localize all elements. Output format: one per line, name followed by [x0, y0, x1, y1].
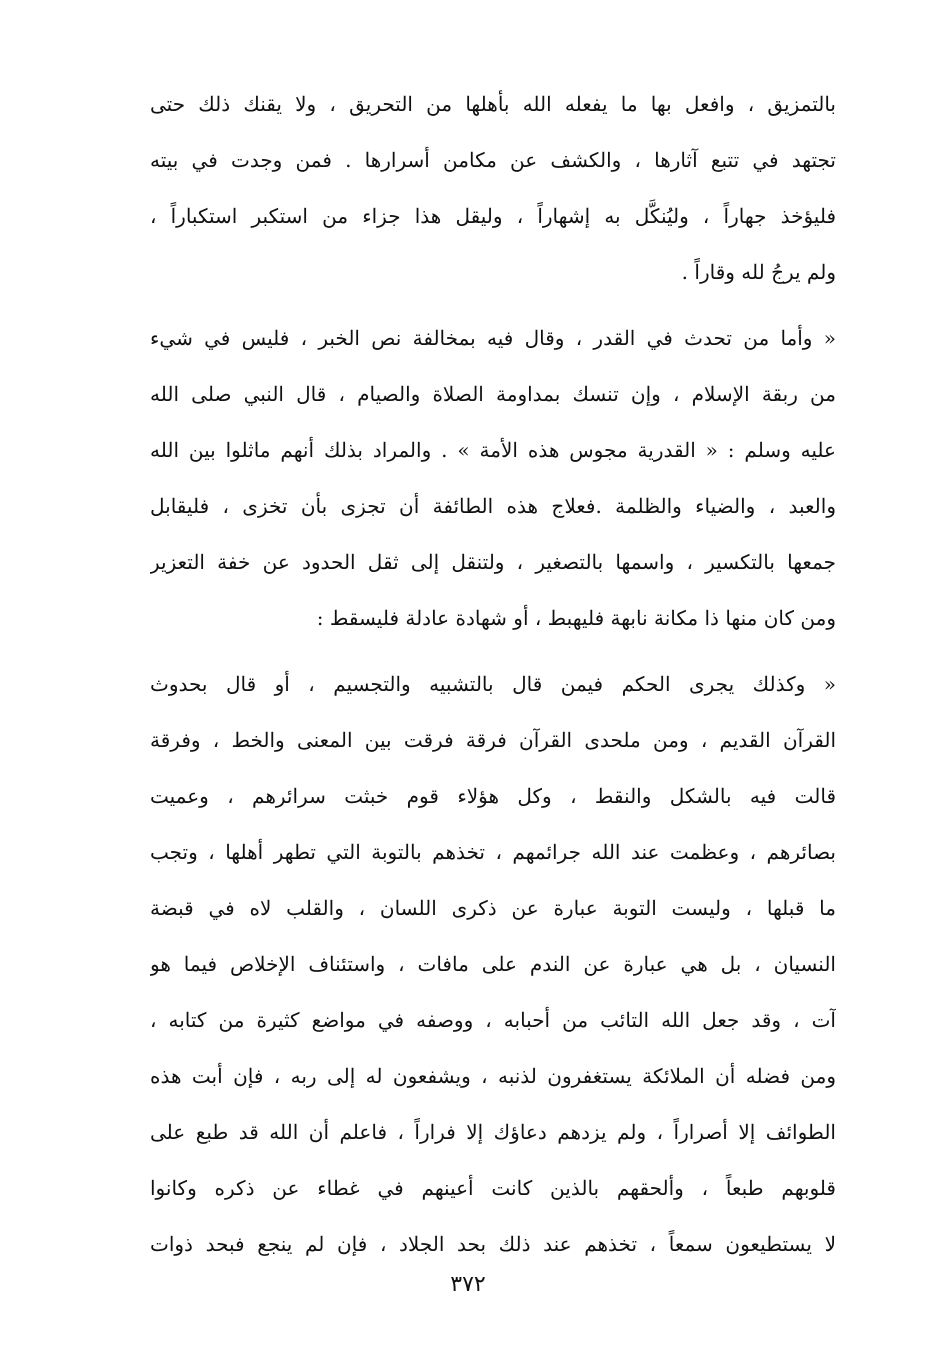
text-line: ولم يرجُ لله وقاراً .: [681, 260, 836, 284]
text-line: ومن فضله أن الملائكة يستغفرون لذنبه ، ويشفعون له إلى ربه ، فإن أبت هذه: [150, 1064, 836, 1088]
text-line: القرآن القديم ، ومن ملحدى القرآن فرقة فرقت بين المعنى والخط ، وفرقة: [150, 728, 836, 752]
paragraph-1: [150, 76, 836, 300]
text-line: لا يستطيعون سمعاً ، تخذهم عند ذلك بحد الجلاد ، فإن لم ينجع فبحد ذوات: [150, 1232, 836, 1256]
text-line: والعبد ، والضياء والظلمة .فعلاج هذه الطائفة أن تجزى بأن تخزى ، فليقابل: [150, 494, 836, 518]
text-line: من ربقة الإسلام ، وإن تنسك بمداومة الصلاة والصيام ، قال النبي صلى الله: [150, 382, 836, 406]
text-line: الطوائف إلا أصراراً ، ولم يزدهم دعاؤك إلا فراراً ، فاعلم أن الله قد طبع على: [150, 1120, 836, 1144]
text-line: ما قبلها ، وليست التوبة عبارة عن ذكرى اللسان ، والقلب لاه في قبضة: [150, 896, 836, 920]
text-line: النسيان ، بل هي عبارة عن الندم على مافات ، واستئناف الإخلاص فيما هو: [150, 952, 836, 976]
paragraph-2: [150, 310, 836, 646]
paragraph-3: [150, 656, 836, 1272]
text-line: « وأما من تحدث في القدر ، وقال فيه بمخالفة نص الخبر ، فليس في شيء: [150, 326, 836, 350]
text-line: قالت فيه بالشكل والنقط ، وكل هؤلاء قوم خبثت سرائرهم ، وعميت: [150, 784, 836, 808]
text-line: بصائرهم ، وعظمت عند الله جرائمهم ، تخذهم بالتوبة التي تطهر أهلها ، وتجب: [150, 840, 836, 864]
text-line: « وكذلك يجرى الحكم فيمن قال بالتشبيه والتجسيم ، أو قال بحدوث: [150, 672, 836, 696]
text-line: تجتهد في تتبع آثارها ، والكشف عن مكامن أسرارها . فمن وجدت في بيته: [150, 148, 836, 172]
page-number: ٣٧٢: [450, 1272, 486, 1297]
text-line: فليؤخذ جهاراً ، وليُنكَّل به إشهاراً ، وليقل هذا جزاء من استكبر استكباراً ،: [150, 204, 836, 228]
text-line: ومن كان منها ذا مكانة نابهة فليهبط ، أو شهادة عادلة فليسقط :: [316, 606, 836, 630]
text-line: جمعها بالتكسير ، واسمها بالتصغير ، ولتنقل إلى ثقل الحدود عن خفة التعزير: [150, 550, 836, 574]
text-line: عليه وسلم : « القدرية مجوس هذه الأمة » . والمراد بذلك أنهم ماثلوا بين الله: [150, 438, 836, 462]
text-line: بالتمزيق ، وافعل بها ما يفعله الله بأهلها من التحريق ، ولا يقنك ذلك حتى: [150, 92, 836, 116]
text-line: قلوبهم طبعاً ، وألحقهم بالذين كانت أعينهم في غطاء عن ذكره وكانوا: [150, 1176, 836, 1200]
text-line: آت ، وقد جعل الله التائب من أحبابه ، ووصفه في مواضع كثيرة من كتابه ،: [150, 1008, 836, 1032]
